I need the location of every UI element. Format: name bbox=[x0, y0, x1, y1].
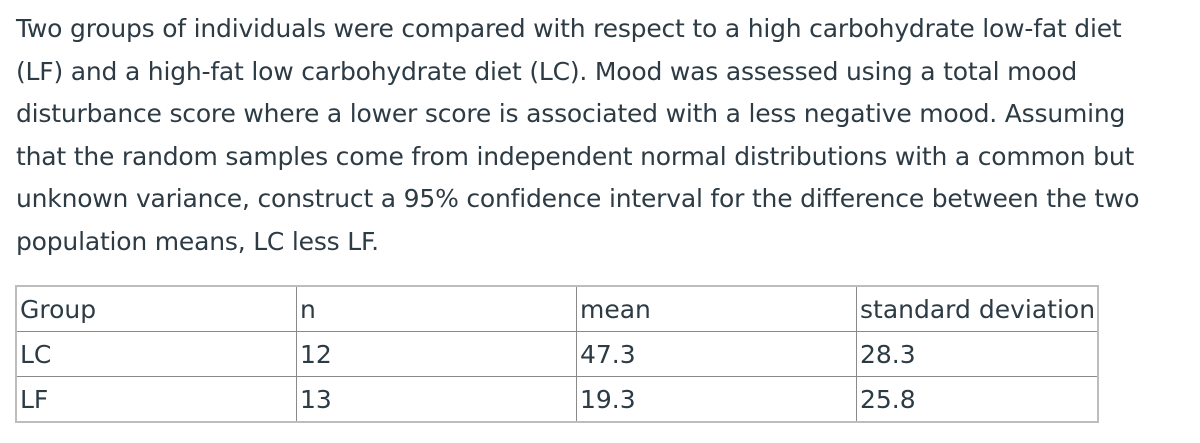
cell-mean: 47.3 bbox=[577, 332, 857, 377]
cell-n: 12 bbox=[297, 332, 577, 377]
cell-n: 13 bbox=[297, 377, 577, 423]
data-table bbox=[15, 285, 1099, 423]
cell-mean: 19.3 bbox=[577, 377, 857, 423]
header-standard-deviation: standard deviation bbox=[857, 286, 1099, 332]
table-row bbox=[16, 332, 1098, 377]
cell-standard-deviation: 25.8 bbox=[857, 377, 1099, 423]
header-group: Group bbox=[16, 286, 297, 332]
cell-standard-deviation: 28.3 bbox=[857, 332, 1099, 377]
table-header-row bbox=[16, 286, 1098, 332]
cell-group: LC bbox=[16, 332, 297, 377]
table-row bbox=[16, 377, 1098, 423]
header-mean: mean bbox=[577, 286, 857, 332]
cell-group: LF bbox=[16, 377, 297, 423]
problem-statement: Two groups of individuals were compared with respect to a high carbohydrate low-fat diet (LF) and a high-fat low carbohydrate diet (LC). Mood was assessed using a total mood disturbance score where a lower score is associated with a less negative mood. Assuming that the random samples come from independent normal distributions with a common but unknown variance, construct a 95% confidence interval for the difference between the two population means, LC less LF. bbox=[16, 14, 1140, 256]
header-n: n bbox=[297, 286, 577, 332]
